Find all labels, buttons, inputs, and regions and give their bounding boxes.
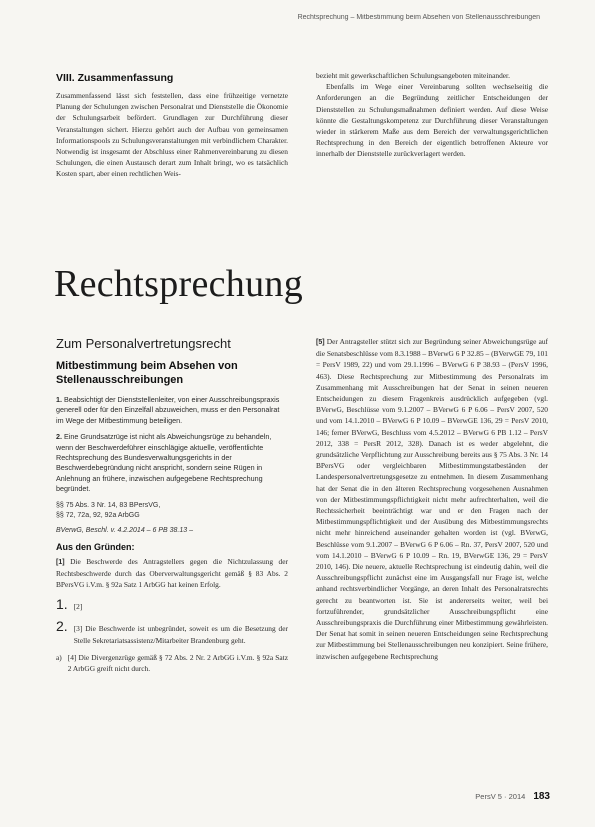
summary-heading: VIII. Zusammenfassung: [56, 72, 174, 84]
headnote-text: Beabsichtigt der Dienststellenleiter, von einer Ausschreibungspraxis generell oder für den Einzelfall abzuweichen, muss er den Personalrat im Wege der Mitbestimmung beteiligen.: [56, 395, 280, 425]
headnote-1: [56, 395, 288, 426]
norms-block: [56, 501, 288, 521]
paragraph-number: [1]: [56, 558, 65, 566]
paragraph-number: [5]: [316, 339, 325, 346]
summary-column: [56, 72, 288, 222]
headnote-2: [56, 432, 288, 494]
case-left-column: [56, 336, 288, 776]
case-title: Mitbestimmung beim Absehen von Stellenausschreibungen: [56, 360, 238, 386]
headnote-number: 2.: [56, 432, 62, 442]
outline-number: 2.: [56, 618, 68, 635]
running-head: Rechtsprechung – Mitbestimmung beim Absehen von Stellenausschreibungen: [297, 14, 540, 21]
headnote-text: Eine Grundsatzrüge ist nicht als Abweichungsrüge zu behandeln, wenn der Beschwerdeführer einschlägige aktuelle, veröffentlichte Rechtsprechung des Bundesverwaltungsgerichts in der Beschwerdebegründung nicht anspricht, sondern seine Rügen in Anlehnung an frühere, inzwischen aufgegebene Rechtsprechung begründet.: [56, 432, 272, 494]
page-number: 183: [533, 790, 550, 802]
reasons-heading: Aus den Gründen:: [56, 541, 135, 552]
paragraph-5: [316, 336, 548, 662]
sub-point-text: [4] Die Divergenzrüge gemäß § 72 Abs. 2 Nr. 2 ArbGG i.V.m. § 92a Satz 2 ArbGG greift nicht durch.: [67, 652, 288, 674]
paragraph-text: Die Beschwerde des Antragstellers gegen die Nichtzulassung der Rechtsbeschwerde durch das Oberverwaltungsgericht gemäß § 83 Abs. 2 BPersVG i.V.m. § 92a Satz 1 ArbGG hat keinen Erfolg.: [56, 556, 288, 590]
outline-text: [2]: [73, 602, 83, 612]
summary-text: Zusammenfassend lässt sich feststellen, dass eine frühzeitige vernetzte Planung der Schulungen zwischen Personalrat und Dienststelle die Ökonomie der Schulungsarbeit befördert. Grundlagen zur Durchführung dieser Veranstaltungen sichert. Hierzu gehört auch der Aufbau von gemeinsamen Informationspools zu Schulungsveranstaltungen mit verbindlichem Charakter. Notwendig ist insgesamt der Abschluss einer Rahmenvereinbarung zu diesen Schulungen, die einen Austausch derart zum Inhalt bringt, wo es tatsächlich Kosten spart, aber einen rechtlichen Weis-: [56, 91, 288, 179]
outline-2: [56, 618, 288, 645]
case-right-column: [316, 336, 548, 776]
outline-number: 1.: [56, 596, 68, 613]
summary-continuation-p2: Ebenfalls im Wege einer Vereinbarung sollten wechselseitig die Anforderungen an die Begründung zeitlicher Entscheidungen der Dienststellen zu Schulungsmaßnahmen definiert werden. Auf diese Weise könnte die Gestaltungskompetenz zur Durchführung dieser Veranstaltungen wieder in stärkerem Maße aus dem Bereich der verwaltungsgerichtlichen Rechtsprechung in den Bereich der eigentlich betroffenen Akteure vor innerhalb der Dienststelle zurückverlagert werden.: [316, 82, 548, 159]
paragraph-1: [56, 556, 288, 591]
page-title: Rechtsprechung: [54, 263, 304, 305]
outline-1: [56, 596, 288, 612]
headnote-number: 1.: [56, 395, 62, 404]
sub-point-label: a): [56, 652, 62, 662]
page-footer: [440, 788, 550, 804]
summary-continuation-column: [316, 70, 548, 220]
paragraph-text: Der Antragsteller stützt sich zur Begründung seiner Abweichungsrüge auf die Senatsbeschlüsse vom 8.3.1988 – BVerwG 6 P 32.85 – (BVerwGE 79, 101 = PersV 1989, 22) und vom 29.1.1996 – BVerwG 6 P 38.93 – (PersV 1996, 463). Diese Rechtsprechung zur Mitbestimmung des Personalrats im Zusammenhang mit Ausschreibungen hat der Senat in seinen neueren Entscheidungen zu diesem Fragenkreis ausdrücklich aufgegeben (vgl. BVerwG, Beschlüsse vom 9.1.2007 – BVerwG 6 P 6.06 – PersV 2007, 520 und vom 14.1.2010 – BVerwG 6 P 10.09 – BVerwGE 136, 29 = PersV 2010, 146; ferner BVerwG, Beschluss vom 4.5.2012 – BVerwG 6 PB 1.12 – PersV 2012, 338 = PersR 2012, 328). Danach ist es weder abgelehnt, die grundsätzliche Verpflichtung zur Ausschreibung bereits aus § 75 Abs. 3 Nr. 14 BPersVG oder vergleichbaren Mitbestimmungstatbeständen der Landespersonalvertretungsgesetze zu entnehmen. In diesem Zusammenhang hat der Senat die in den älteren Rechtsprechung vorgesehenen Ausnahmen von der Mitbestimmungspflichtigkeit nicht mehr aufrechterhalten, weil die Rechtssicherheit beeinträchtigt war und er den Fragen nach der Mitbestimmungspflichtigkeit und der Ausübung des Mitbestimmungsrechts nicht mehr hinreichend auseinander gehalten worden ist (vgl. BVerwG, Beschlüsse vom 9.1.2007 – BVerwG 6 P 6.06 – Rn. 37, PersV 2007, 520 und vom 14.1.2010 – BVerwG 6 P 10.09 – Rn. 19, BVerwGE 136, 29 = PersV 2010, 146). Die neuere, aktuelle Rechtsprechung ist eindeutig dahin, weil die Ausschreibungspflicht zunächst eine im Ausgangsfall nur Frage ist, welche anhand rechtsverbindlicher Vorgänge, an deren Inhalt des Personalratsrechts gerecht zu beantworten ist. Sie ist andererseits weiter, weil bei fortzuführender, grundsätzlicher Ausschreibungspflicht eine Ausschreibungspraxis die Durchführung einer Mitbestimmung gewährleisten. Der Senat hat somit in seinen neueren Entscheidungen seine Rechtsprechung zur Mitbestimmung bei Stellenausschreibungen neu konzipiert. Seine frühere, inzwischen aufgegebene Rechtsprechung: [316, 337, 548, 661]
decision-citation: BVerwG, Beschl. v. 4.2.2014 – 6 PB 38.13 –: [56, 526, 193, 534]
sub-point-a: [56, 652, 288, 674]
outline-text: [3] Die Beschwerde ist unbegründet, soweit es um die Besetzung der Stelle Sekretariatsassistenz/Mitarbeiter Brandenburg geht.: [73, 624, 288, 645]
norms-line-1: §§ 75 Abs. 3 Nr. 14, 83 BPersVG,: [56, 501, 161, 509]
section-title: Zum Personalvertretungsrecht: [56, 336, 231, 351]
norms-line-2: §§ 72, 72a, 92, 92a ArbGG: [56, 511, 140, 519]
summary-continuation-p1: bezieht mit gewerkschaftlichen Schulungsangeboten miteinander.: [316, 71, 510, 80]
journal-issue: PersV 5 · 2014: [475, 791, 526, 801]
